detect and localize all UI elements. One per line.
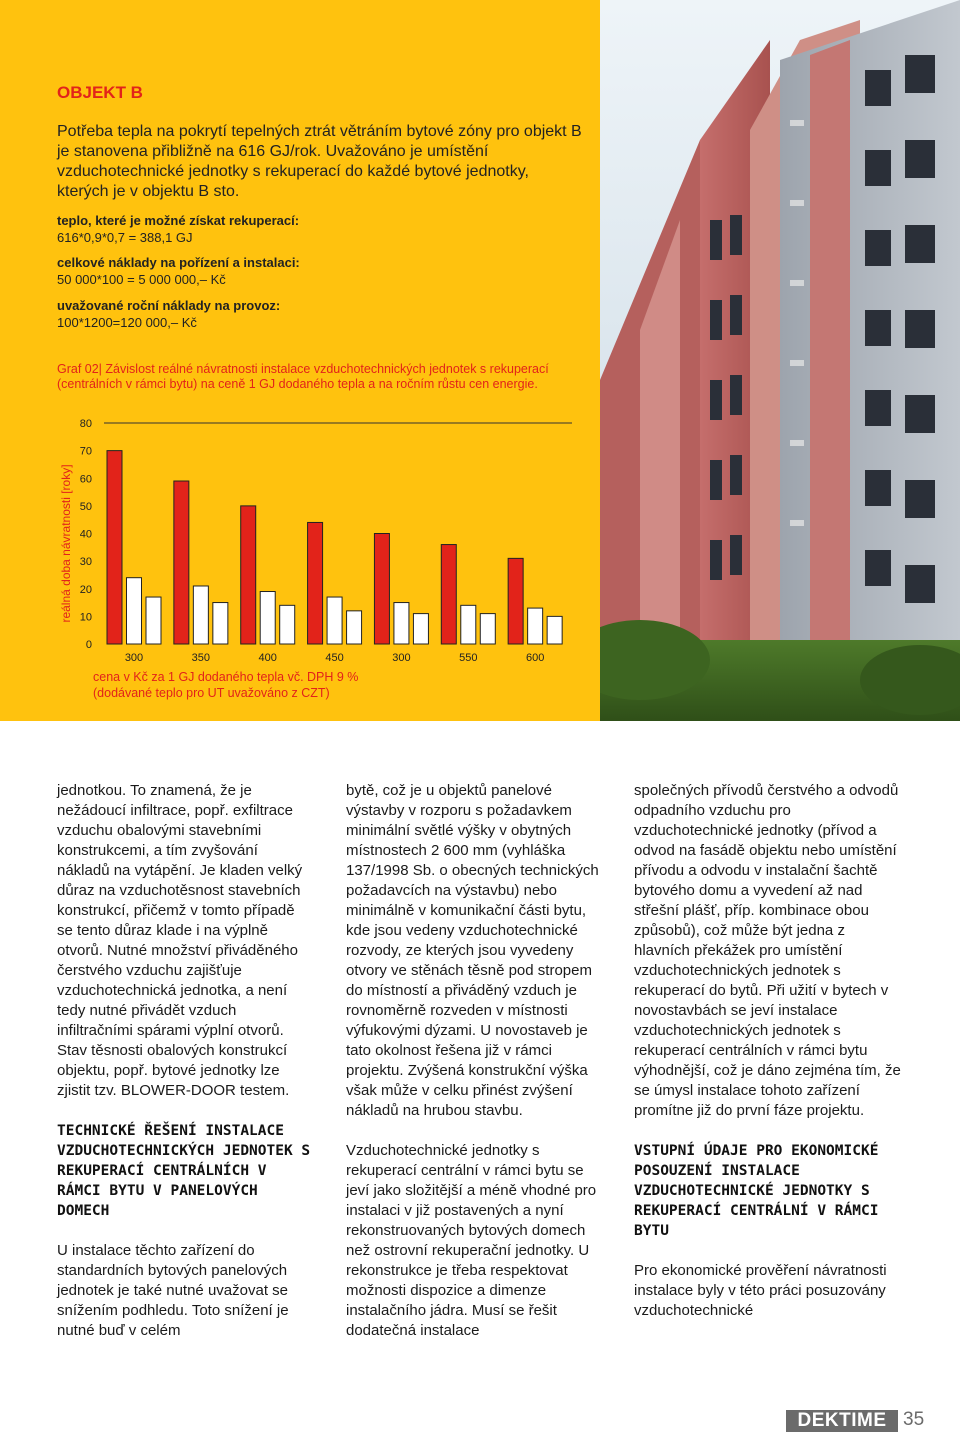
chart-bar [127, 578, 142, 644]
x-tick-label: 300 [392, 652, 411, 664]
intro-paragraph: Potřeba tepla na pokrytí tepelných ztrát větráním bytové zóny pro objekt B je stanovena přibližně na 616 GJ/rok. Uvažováno je umístění vzduchotechnické jednotky s rekuperací do každé bytové jednotky, kterých je v objektu B sto. [57, 123, 582, 200]
chart-bars [107, 451, 562, 644]
x-tick-label: 450 [325, 652, 344, 664]
panel-building-image [600, 0, 960, 721]
calc-value-operation: 100*1200=120 000,– Kč [57, 315, 197, 330]
chart-bar [347, 611, 362, 644]
x-tick-label: 350 [191, 652, 211, 664]
x-tick-label: 550 [459, 652, 478, 664]
chart-bar [394, 603, 409, 644]
chart-bar [508, 558, 523, 644]
chart-bar [374, 534, 389, 645]
col1-paragraph-1: jednotkou. To znamená, že je nežádoucí infiltrace, popř. exfiltrace vzduchu obalovými stavebními konstrukcemi, a tím zvyšování nákladů na vytápění. Je kladen velký důraz na vzduchotěsnost stavebních konstrukcí, přičemž v tomto případě se tento důraz klade i na výplně otvorů. Nutné množství přiváděného čerstvého vzduchu zajišťuje vzduchotechnická jednotka, a není tedy nutné přivádět vzduch infiltračními spárami výplní otvorů. Stav těsnosti obalových konstrukcí objektu, popř. bytové jednotky lze zjistit tzv. BLOWER-DOOR testem. [57, 782, 303, 1099]
x-tick-label: 400 [258, 652, 277, 664]
calc-value-heat: 616*0,9*0,7 = 388,1 GJ [57, 230, 193, 245]
col3-paragraph-2: Pro ekonomické prověření návratnosti instalace byly v této práci posuzovány vzduchotechnické [634, 1262, 887, 1319]
chart-bar [327, 597, 342, 644]
y-tick-label: 80 [79, 418, 92, 430]
building-photo [600, 0, 960, 721]
chart-bar [241, 506, 256, 644]
y-tick-label: 70 [79, 445, 92, 458]
x-tick-label: 300 [124, 652, 144, 664]
y-tick-label: 40 [79, 528, 92, 541]
chart-caption [57, 362, 577, 392]
chart-bar [441, 545, 456, 644]
section-heading: OBJEKT B [57, 83, 143, 102]
chart-bar [280, 605, 295, 644]
chart-bar [308, 522, 323, 644]
chart-bar [461, 605, 476, 644]
payback-bar-chart [0, 405, 600, 705]
col2-paragraph-1: bytě, což je u objektů panelové výstavby v rozporu s požadavkem minimální světlé výšky v obytných místnostech 2 600 mm (vyhláška 137/1998 Sb. o obecných technických požadavcích na výstavbu) nebo minimálně v komunikační části bytu, kde jsou vedeny vzduchotechnické rozvody, ze kterých jsou vyvedeny otvory ve stěnách těsně pod stropem do místností a přiváděný vzduch je rovnoměrně rozveden v místnosti výfukovými dýzami. U novostaveb je tato okolnost řešena již v rámci projektu. Zvýšená konstrukční výška však může v celku přinést zvýšení nákladů na hrubou stavbu. [346, 782, 599, 1119]
col3-paragraph-1: společných přívodů čerstvého a odvodů odpadního vzduchu pro vzduchotechnické jednotky (přívod a odvod na fasádě objektu nebo umístění přívodu a odvodu v instalační šachtě bytového domu a vyvedení až nad střešní plášť, příp. kombinace obou způsobů), což může být jedna z hlavních překážek pro umístění vzduchotechnických jednotek s rekuperací do bytů. Při užití v bytech v novostavbách se jeví instalace vzduchotechnických jednotek s rekuperací centrálních v rámci bytu výhodnější, což je dáno zejména tím, že se úmysl instalace tohoto zařízení promítne již do první fáze projektu. [634, 782, 901, 1119]
chart-bar [107, 451, 122, 644]
y-tick-label: 20 [79, 583, 92, 596]
calc-label-operation: uvažované roční náklady na provoz: [57, 298, 281, 313]
y-tick-label: 50 [79, 500, 92, 513]
chart-bar [528, 608, 543, 644]
page-number: 35 [903, 1409, 925, 1430]
chart-bar [174, 481, 189, 644]
col2-paragraph-2: Vzduchotechnické jednotky s rekuperací centrální v rámci bytu se jeví jako složitější a méně vhodné pro instalaci v již postavených a nyní rekonstruovaných bytových domech než ostrovní rekuperační jednotky. U rekonstrukce je třeba respektovat možnosti dispozice a dimenze instalačního jádra. Musí se řešit dodatečná instalace [346, 1142, 597, 1339]
chart-bar [480, 614, 495, 644]
chart-bar [193, 586, 208, 644]
chart-bar [413, 614, 428, 644]
caption-text: Závislost reálné návratnosti instalace vzduchotechnických jednotek s rekuperací (centrálních v rámci bytu) na ceně 1 GJ dodaného tepla a na ročním růstu cen energie. [57, 362, 549, 391]
yellow-info-panel [0, 0, 600, 721]
column-2 [346, 781, 611, 1341]
col1-paragraph-2: U instalace těchto zařízení do standardních bytových panelových jednotek je také nutné uvažovat se snížením podhledu. Toto snížení je nutné buď v celém [57, 1242, 289, 1339]
y-tick-label: 0 [85, 639, 92, 651]
y-tick-label: 10 [79, 611, 92, 624]
chart-bar [146, 597, 161, 644]
y-axis-label: reálná doba návratnosti [roky] [59, 464, 73, 623]
y-tick-label: 30 [79, 556, 92, 569]
column-1 [57, 781, 312, 1341]
calc-label-cost: celkové náklady na pořízení a instalaci: [57, 255, 300, 270]
caption-prefix: Graf 02| [57, 362, 102, 376]
col3-section-heading: VSTUPNÍ ÚDAJE PRO EKONOMICKÉ POSOUZENÍ INSTALACE VZDUCHOTECHNICKÉ JEDNOTKY S REKUPERACÍ CENTRÁLNÍ V RÁMCI BYTU [634, 1143, 879, 1239]
col1-section-heading: TECHNICKÉ ŘEŠENÍ INSTALACE VZDUCHOTECHNICKÝCH JEDNOTEK S REKUPERACÍ CENTRÁLNÍCH V RÁMCI BYTU V PANELOVÝCH DOMECH [57, 1123, 311, 1219]
chart-bar [213, 603, 228, 644]
y-tick-label: 60 [79, 473, 92, 486]
chart-bar [547, 616, 562, 644]
x-tick-label: 600 [525, 652, 545, 664]
chart-bar [260, 592, 275, 644]
dektime-logo: DEKTIME [786, 1410, 898, 1432]
x-axis-label: cena v Kč za 1 GJ dodaného tepla vč. DPH 9 % [93, 670, 359, 684]
calc-label-heat: teplo, které je možné získat rekuperací: [57, 213, 300, 228]
x-axis-label-note: (dodávané teplo pro UT uvažováno z CZT) [93, 686, 330, 700]
chart-labels [59, 418, 544, 700]
calc-value-cost: 50 000*100 = 5 000 000,– Kč [57, 272, 226, 287]
column-3 [634, 781, 904, 1321]
